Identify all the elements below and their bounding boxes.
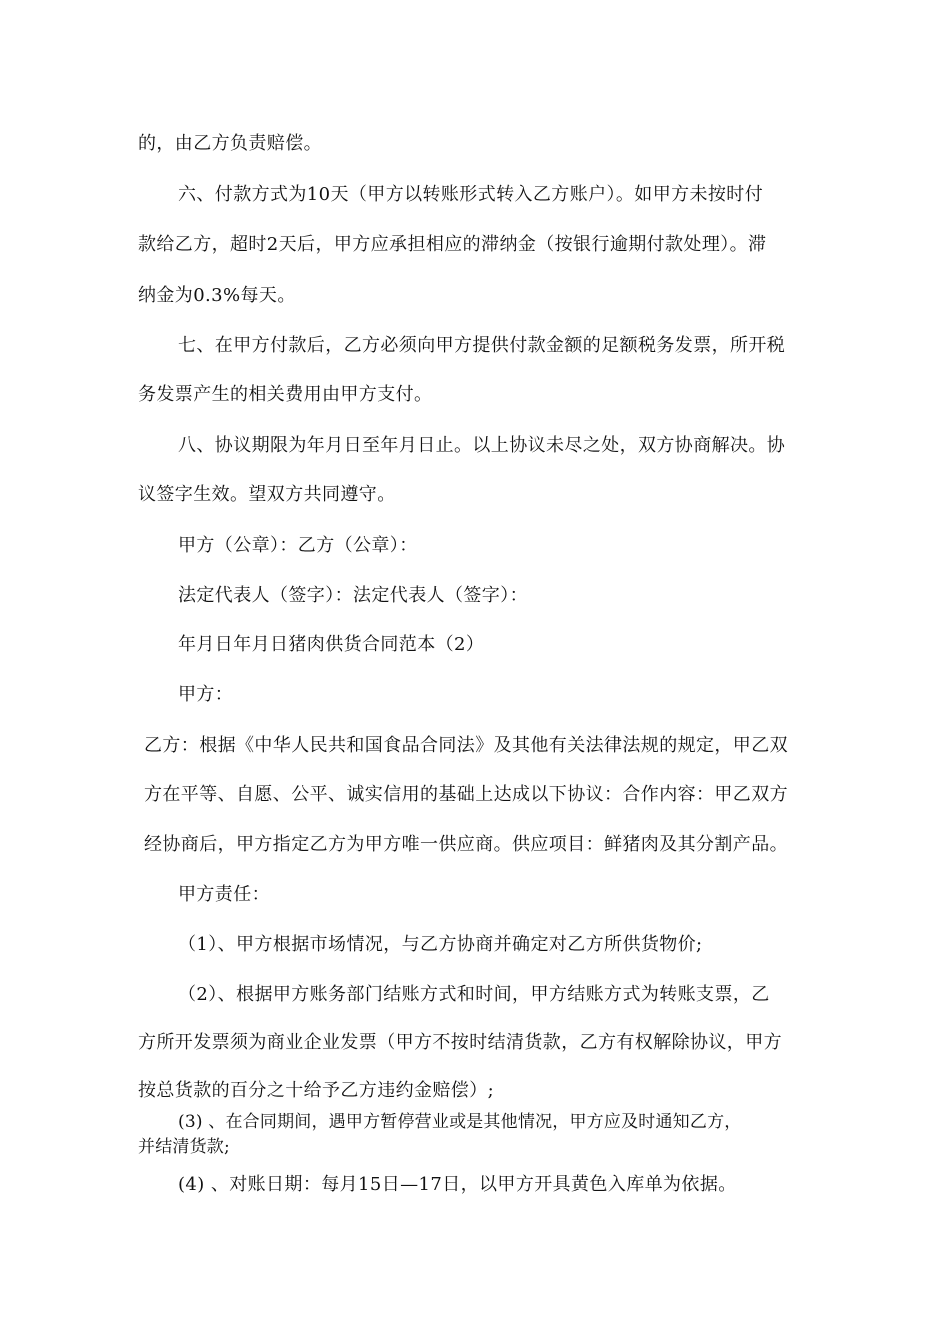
text-line: 甲方责任： [178, 884, 270, 905]
text-line: 六、付款方式为10天（甲方以转账形式转入乙方账户）。如甲方未按时付 [178, 184, 764, 205]
text-line: 七、在甲方付款后，乙方必须向甲方提供付款金额的足额税务发票，所开税 [178, 335, 786, 356]
text-line: 并结清货款; [138, 1137, 230, 1157]
text-line: 的，由乙方负责赔偿。 [138, 133, 322, 154]
text-line: 按总货款的百分之十给予乙方违约金赔偿）; [138, 1080, 495, 1101]
text-line: 八、协议期限为年月日至年月日止。以上协议未尽之处，双方协商解决。协 [178, 435, 786, 456]
text-line: 方在平等、自愿、公平、诚实信用的基础上达成以下协议：合作内容：甲乙双方 [144, 784, 788, 805]
text-line: 甲方： [178, 684, 234, 705]
text-line: 纳金为0.3%每天。 [138, 285, 296, 306]
text-line: 乙方：根据《中华人民共和国食品合同法》及其他有关法律法规的规定，甲乙双 [144, 735, 788, 756]
text-line: （1）、甲方根据市场情况，与乙方协商并确定对乙方所供货物价; [178, 934, 703, 955]
text-line: 款给乙方，超时2天后，甲方应承担相应的滞纳金（按银行逾期付款处理）。滞 [138, 234, 767, 255]
text-line: 方所开发票须为商业企业发票（甲方不按时结清货款，乙方有权解除协议，甲方 [138, 1032, 782, 1053]
text-line: 甲方（公章）：乙方（公章）： [178, 535, 418, 556]
text-line: (4) 、对账日期：每月15日—17日，以甲方开具黄色入库单为依据。 [178, 1174, 737, 1195]
text-line: 法定代表人（签字）：法定代表人（签字）： [178, 585, 528, 606]
text-line: 务发票产生的相关费用由甲方支付。 [138, 384, 433, 405]
text-line: (3) 、在合同期间，遇甲方暂停营业或是其他情况，甲方应及时通知乙方， [178, 1112, 742, 1132]
text-line: 年月日年月日猪肉供货合同范本（2） [178, 634, 485, 655]
text-line: （2）、根据甲方账务部门结账方式和时间，甲方结账方式为转账支票，乙 [178, 984, 770, 1005]
text-line: 经协商后，甲方指定乙方为甲方唯一供应商。供应项目：鲜猪肉及其分割产品。 [144, 834, 788, 855]
text-line: 议签字生效。望双方共同遵守。 [138, 484, 396, 505]
